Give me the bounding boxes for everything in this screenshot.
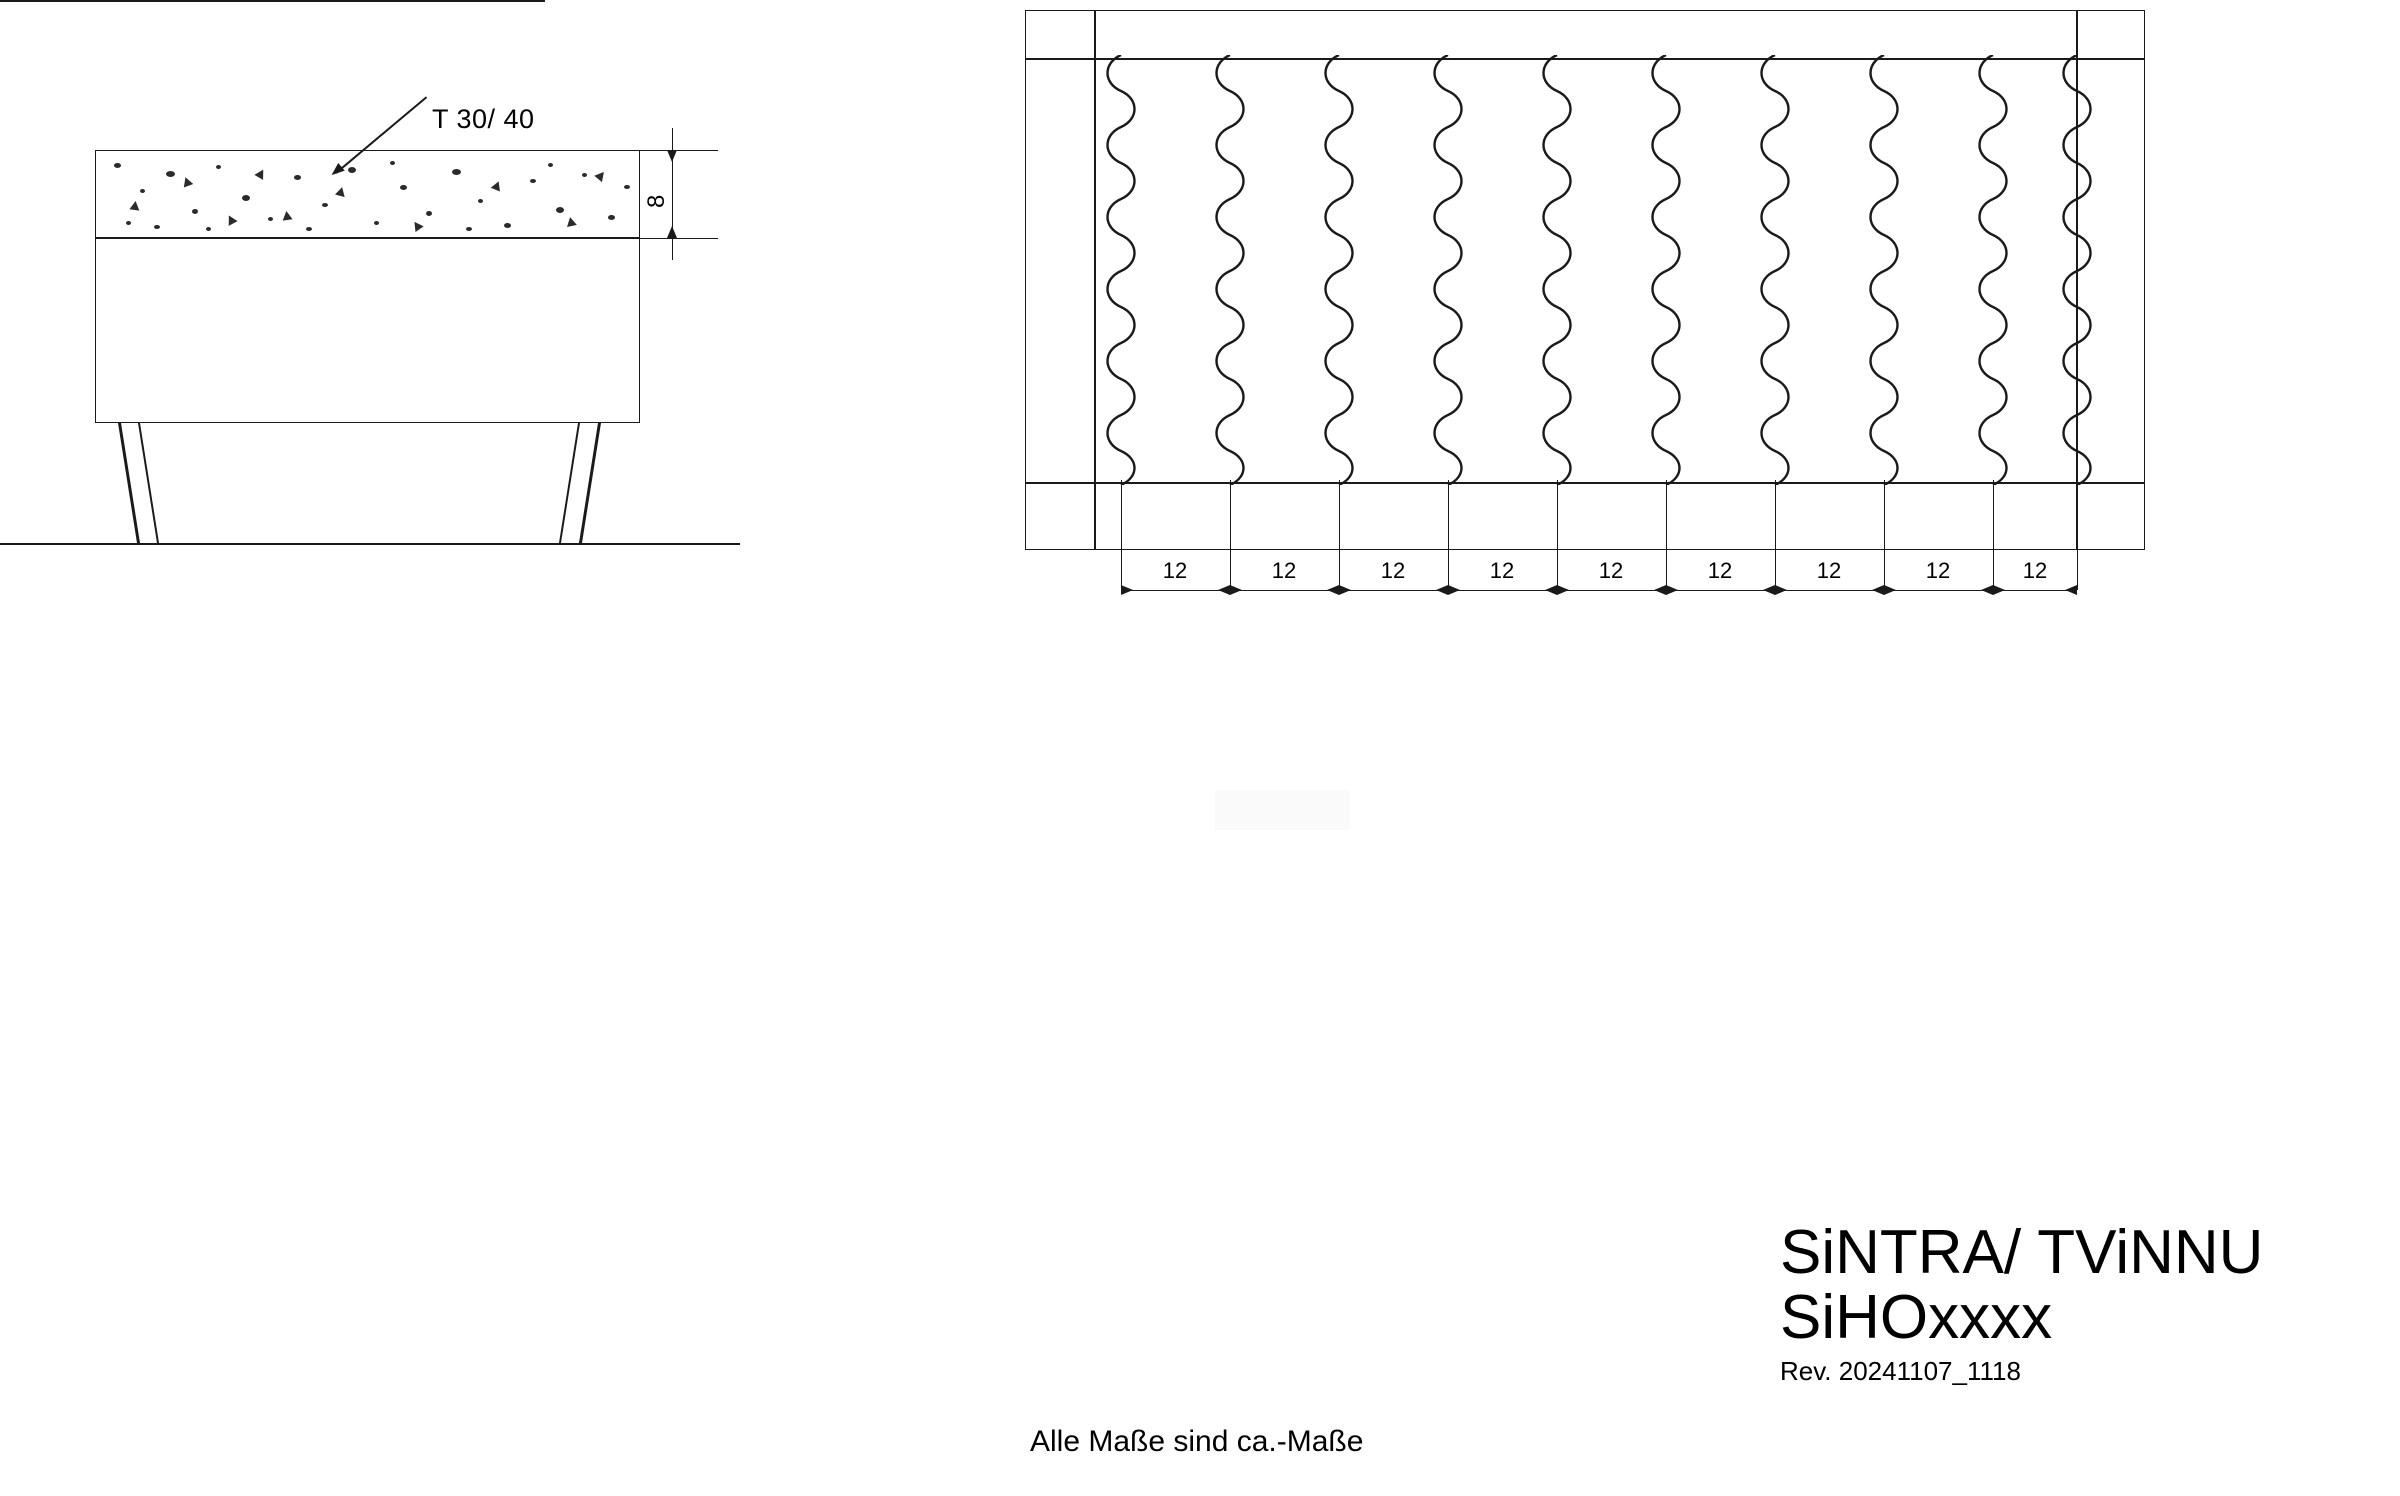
dimension-baseline xyxy=(1121,590,2077,591)
dimension-value: 12 xyxy=(1489,558,1515,583)
dimension-value: 12 xyxy=(1816,558,1842,583)
dim-extension-bottom xyxy=(640,238,718,239)
ground-line xyxy=(0,543,740,545)
bench-body xyxy=(95,238,640,423)
blank-placeholder-area xyxy=(1215,790,1350,830)
leg-right xyxy=(579,423,601,545)
dim-line-thickness xyxy=(672,128,673,260)
dimension-chain xyxy=(1020,560,2150,630)
terrazzo-speckle-pattern xyxy=(96,151,639,237)
revision-label: Rev. 20241107_1118 xyxy=(1780,1356,2021,1387)
spring-coil xyxy=(1972,55,2014,485)
dimension-value: 12 xyxy=(1162,558,1188,583)
leg-left xyxy=(118,423,140,545)
dimension-value: 12 xyxy=(2022,558,2048,583)
dimension-value: 12 xyxy=(1598,558,1624,583)
footer-note: Alle Maße sind ca.-Maße xyxy=(1030,1425,1364,1458)
leg-right-inner xyxy=(559,423,580,545)
dim-arrow-top xyxy=(667,150,677,162)
dim-arrow-bottom xyxy=(667,226,677,238)
spring-coil xyxy=(1318,55,1360,485)
spring-coil xyxy=(2056,55,2098,485)
title-block xyxy=(1780,1220,2400,1387)
thickness-dimension-value: 8 xyxy=(643,194,670,208)
terrazzo-top-slab xyxy=(95,150,640,238)
product-code: SiHOxxxx xyxy=(1780,1283,2053,1353)
spring-coil xyxy=(1209,55,1251,485)
dimension-value: 12 xyxy=(1271,558,1297,583)
spring-coil xyxy=(1754,55,1796,485)
spring-coil xyxy=(1427,55,1469,485)
product-title: SiNTRA/ TViNNU xyxy=(1780,1218,2264,1287)
body-divider-line xyxy=(0,0,545,2)
dimension-value: 12 xyxy=(1707,558,1733,583)
dimension-value: 12 xyxy=(1380,558,1406,583)
spring-base-plan xyxy=(1020,0,2220,640)
spring-coil xyxy=(1645,55,1687,485)
spring-coil xyxy=(1100,55,1142,485)
dimension-value: 12 xyxy=(1925,558,1951,583)
elevation-view xyxy=(0,0,800,600)
dim-extension-top xyxy=(640,150,718,151)
frame-rail-left xyxy=(1094,11,1096,549)
spring-coil xyxy=(1536,55,1578,485)
terrazzo-callout-label: T 30/ 40 xyxy=(432,104,535,134)
leg-left-inner xyxy=(138,423,159,545)
spring-coil xyxy=(1863,55,1905,485)
